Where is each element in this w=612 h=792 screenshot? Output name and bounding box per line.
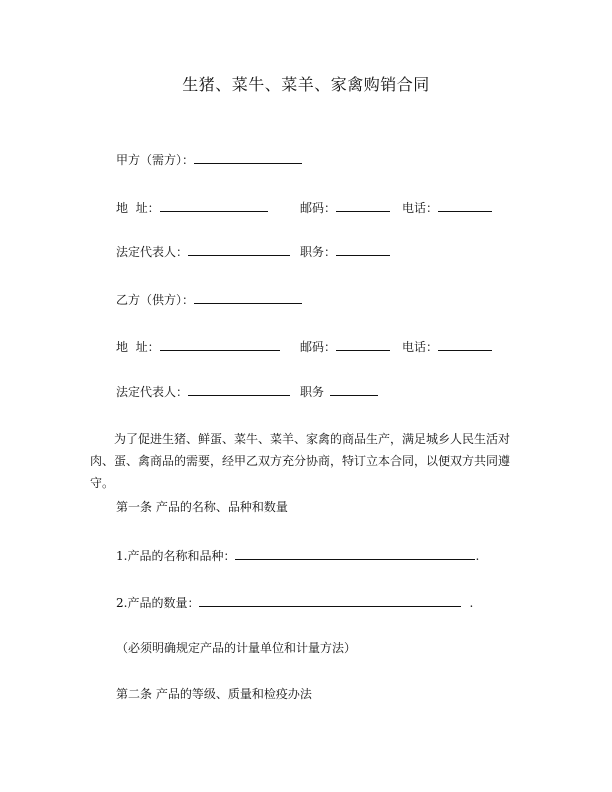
party-a-rep-blank[interactable] — [188, 243, 290, 256]
party-b-phone-row — [402, 338, 492, 355]
article1-item1-label: 1.产品的名称和品种： — [116, 549, 236, 563]
party-b-row — [116, 291, 302, 308]
party-b-position-blank[interactable] — [330, 383, 378, 396]
party-a-address-row — [116, 199, 268, 216]
party-a-postcode-label: 邮码： — [300, 201, 337, 215]
contract-title: 生猪、菜牛、菜羊、家禽购销合同 — [182, 75, 430, 94]
article1-item1-row — [116, 547, 479, 564]
party-a-phone-blank[interactable] — [438, 199, 492, 212]
party-b-postcode-label: 邮码： — [300, 340, 337, 354]
party-a-blank[interactable] — [194, 151, 302, 164]
party-b-address-label: 地 址： — [116, 340, 160, 354]
party-a-position-row — [300, 243, 390, 260]
article2-heading: 第二条 产品的等级、质量和检疫办法 — [116, 687, 312, 701]
article1-item2-label: 2.产品的数量： — [116, 596, 200, 610]
party-b-phone-label: 电话： — [402, 340, 439, 354]
party-a-label: 甲方（需方）： — [116, 153, 195, 167]
article1-item2-blank[interactable] — [199, 594, 461, 607]
party-a-address-label: 地 址： — [116, 201, 160, 215]
article1-item1-blank[interactable] — [235, 547, 475, 560]
article1-item2-row — [116, 594, 473, 611]
party-b-blank[interactable] — [194, 291, 302, 304]
party-a-rep-row — [116, 243, 290, 260]
party-b-postcode-blank[interactable] — [336, 338, 390, 351]
party-a-postcode-row — [300, 199, 390, 216]
party-b-address-row — [116, 338, 280, 355]
preamble-paragraph: 为了促进生猪、鲜蛋、菜牛、菜羊、家禽的商品生产，满足城乡人民生活对肉、蛋、禽商品的需要，经甲乙双方充分协商，特订立本合同，以便双方共同遵守。 — [90, 432, 511, 490]
party-a-phone-label: 电话： — [402, 201, 439, 215]
article1-item1-end: . — [475, 549, 480, 563]
party-b-postcode-row — [300, 338, 390, 355]
article1-heading: 第一条 产品的名称、品种和数量 — [116, 500, 288, 514]
party-a-rep-label: 法定代表人： — [116, 245, 189, 259]
article1-item2-end: . — [469, 596, 474, 610]
party-b-address-blank[interactable] — [160, 338, 280, 351]
party-a-row — [116, 151, 302, 168]
party-b-rep-blank[interactable] — [188, 383, 290, 396]
party-b-position-row — [300, 383, 378, 400]
party-b-rep-row — [116, 383, 290, 400]
party-a-position-blank[interactable] — [336, 243, 390, 256]
party-b-rep-label: 法定代表人： — [116, 385, 189, 399]
article1-note: （必须明确规定产品的计量单位和计量方法） — [116, 641, 357, 655]
party-a-postcode-blank[interactable] — [336, 199, 390, 212]
party-b-phone-blank[interactable] — [438, 338, 492, 351]
party-a-address-blank[interactable] — [160, 199, 268, 212]
party-b-label: 乙方（供方）： — [116, 293, 195, 307]
party-a-phone-row — [402, 199, 492, 216]
party-b-position-label: 职务 — [300, 385, 325, 399]
party-a-position-label: 职务： — [300, 245, 337, 259]
